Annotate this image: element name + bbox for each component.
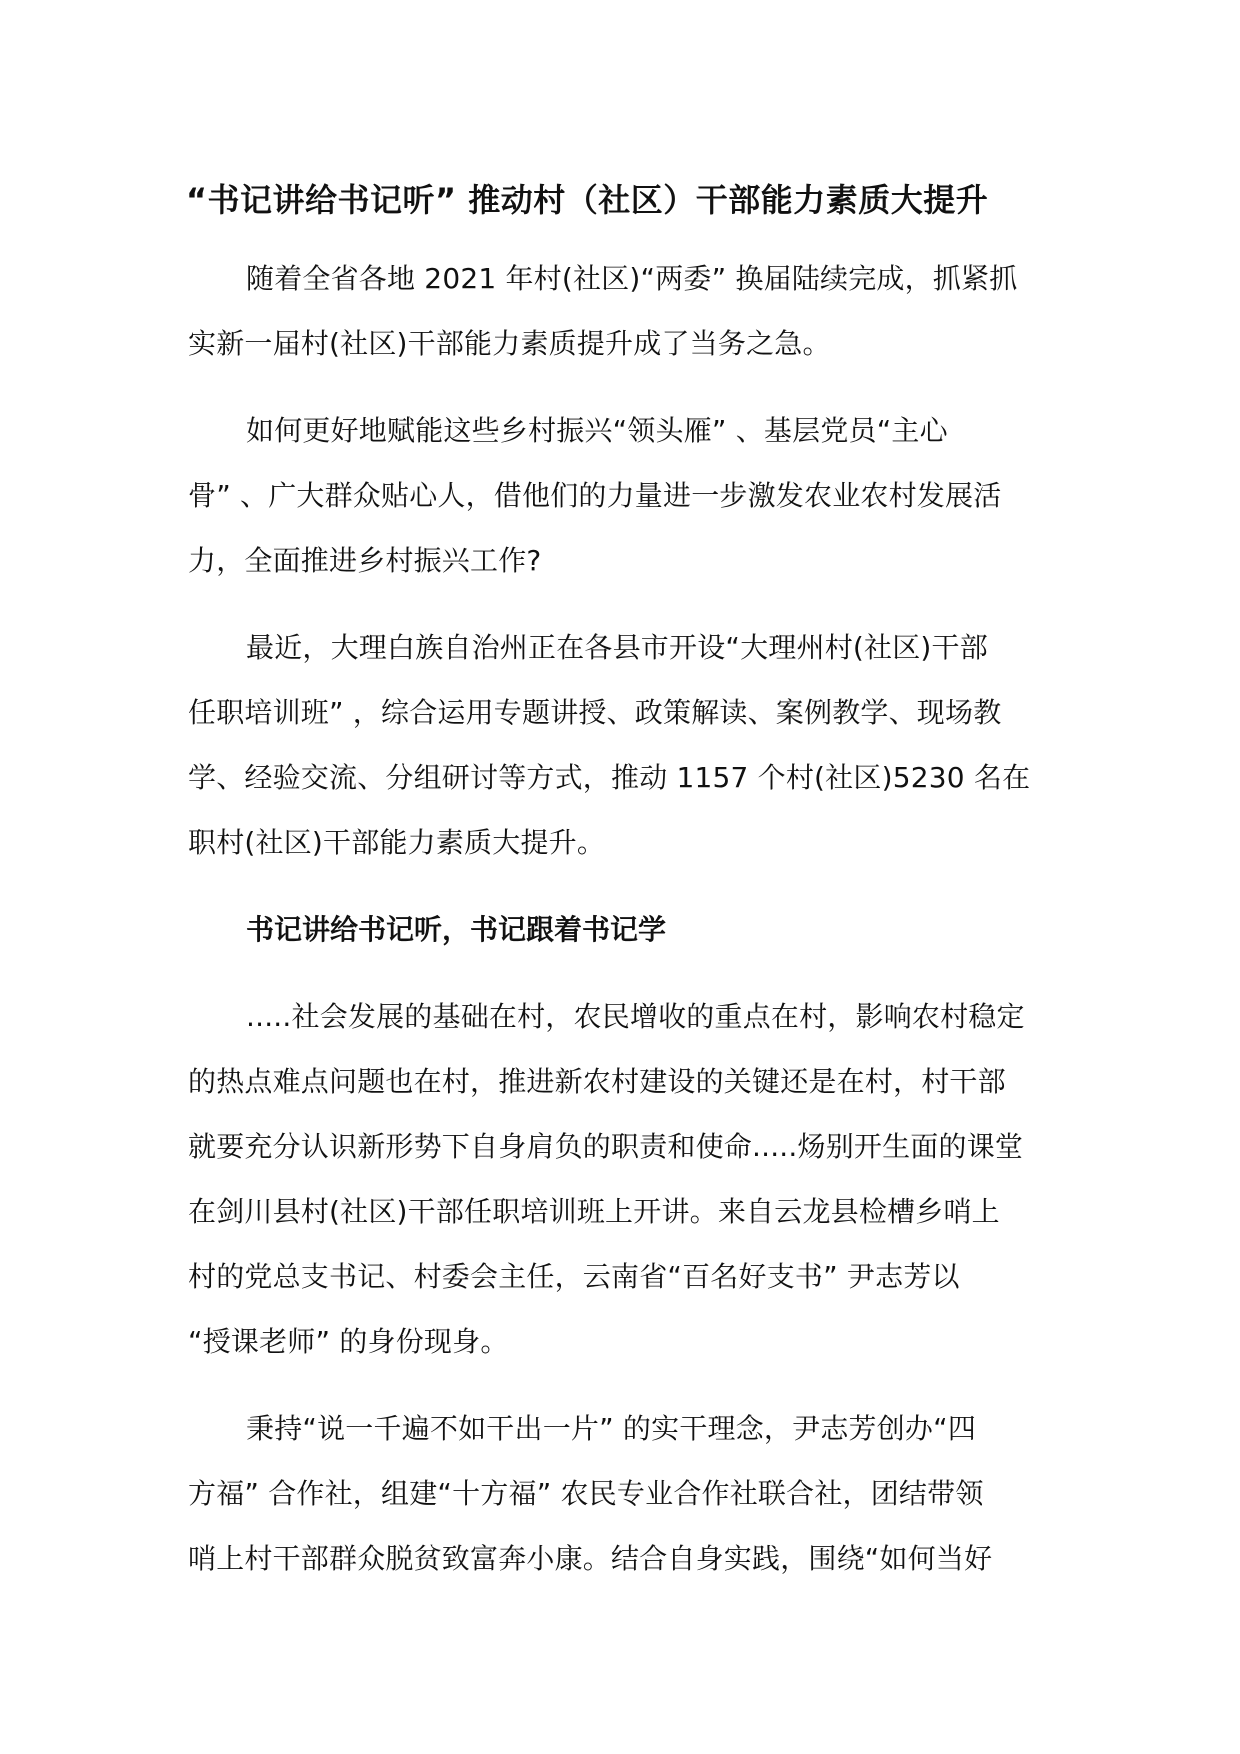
paragraph-line: 哨上村干部群众脱贫致富奔小康。结合自身实践，围绕“如何当好 — [188, 1542, 993, 1575]
paragraph-line: 实新一届村(社区)干部能力素质提升成了当务之急。 — [188, 327, 831, 360]
paragraph-5 — [188, 1396, 1060, 1591]
paragraph-2 — [188, 398, 1060, 593]
paragraph-line: 秉持“说一千遍不如干出一片” 的实干理念，尹志芳创办“四 — [246, 1412, 977, 1445]
paragraph-line: “授课老师” 的身份现身。 — [188, 1325, 509, 1358]
paragraph-line: 村的党总支书记、村委会主任，云南省“百名好支书” 尹志芳以 — [188, 1260, 960, 1293]
paragraph-1 — [188, 246, 1060, 376]
paragraph-line: 就要充分认识新形势下自身肩负的职责和使命.....炀别开生面的课堂 — [188, 1130, 1024, 1163]
paragraph-3 — [188, 615, 1060, 875]
paragraph-line: 在剑川县村(社区)干部任职培训班上开讲。来自云龙县检槽乡哨上 — [188, 1195, 1000, 1228]
document-title: “书记讲给书记听” 推动村（社区）干部能力素质大提升 — [186, 181, 989, 219]
paragraph-line: 如何更好地赋能这些乡村振兴“领头雁” 、基层党员“主心 — [246, 414, 948, 447]
section-heading: 书记讲给书记听，书记跟着书记学 — [246, 913, 667, 946]
document-body — [188, 172, 1060, 1613]
paragraph-line: 最近，大理白族自治州正在各县市开设“大理州村(社区)干部 — [246, 631, 988, 664]
paragraph-line: 任职培训班” ，综合运用专题讲授、政策解读、案例教学、现场教 — [188, 696, 1002, 729]
paragraph-line: 力，全面推进乡村振兴工作? — [188, 544, 542, 577]
paragraph-4 — [188, 984, 1060, 1374]
paragraph-line: .....社会发展的基础在村，农民增收的重点在村，影响农村稳定 — [246, 1000, 1025, 1033]
paragraph-line: 骨” 、广大群众贴心人，借他们的力量进一步激发农业农村发展活 — [188, 479, 1002, 512]
paragraph-line: 随着全省各地 2021 年村(社区)“两委” 换届陆续完成，抓紧抓 — [246, 262, 1018, 295]
paragraph-line: 职村(社区)干部能力素质大提升。 — [188, 826, 606, 859]
paragraph-line: 的热点难点问题也在村，推进新农村建设的关键还是在村，村干部 — [188, 1065, 1006, 1098]
paragraph-line: 方福” 合作社，组建“十方福” 农民专业合作社联合社，团结带领 — [188, 1477, 984, 1510]
paragraph-line: 学、经验交流、分组研讨等方式，推动 1157 个村(社区)5230 名在 — [188, 761, 1031, 794]
